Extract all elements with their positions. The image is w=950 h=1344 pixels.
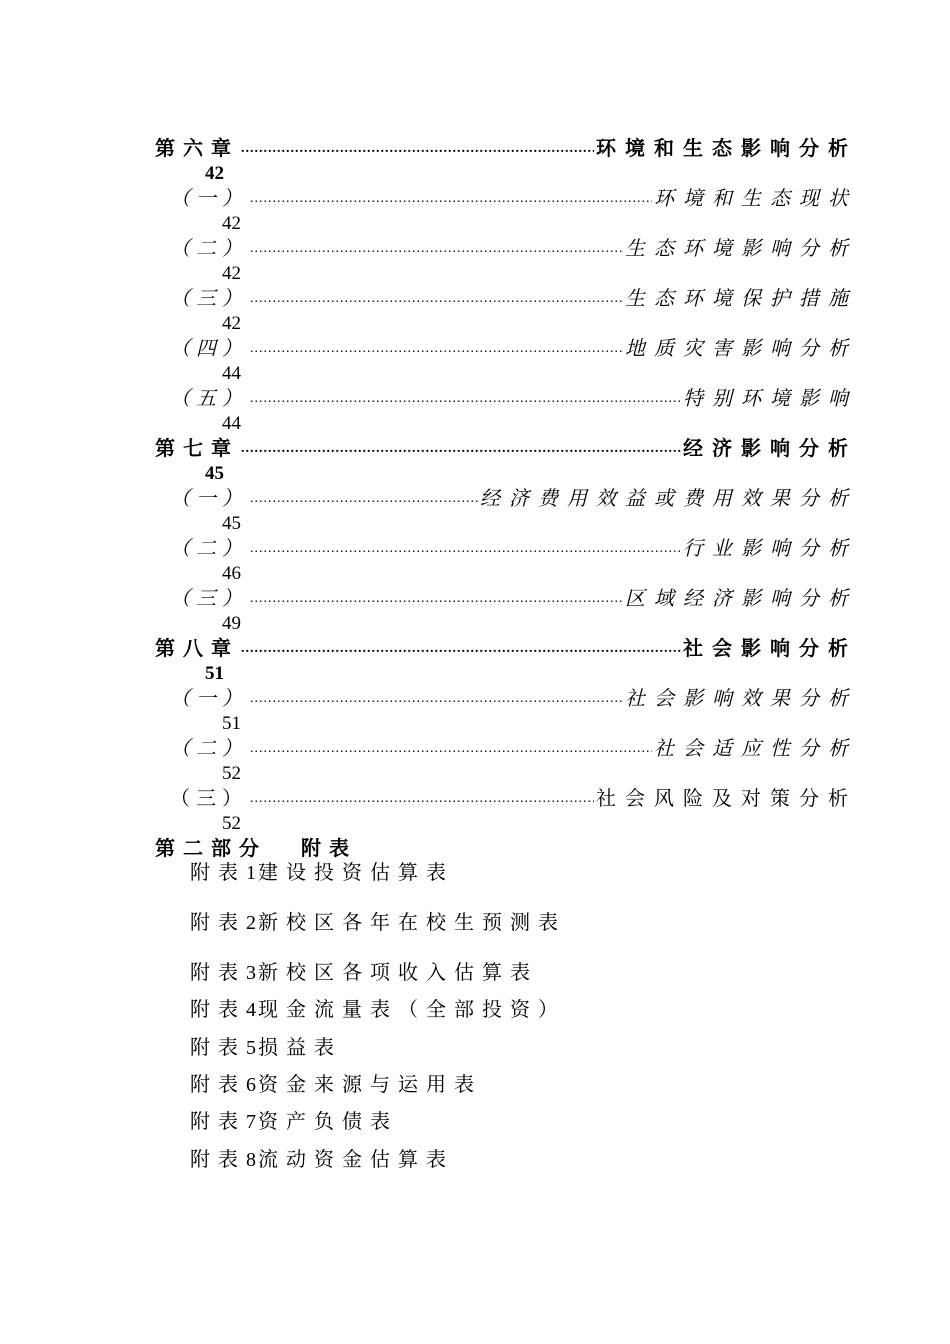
section-label: （三）	[170, 586, 248, 610]
page-number: 42	[222, 313, 241, 334]
section-label: （二）	[170, 536, 248, 560]
leader-dots	[250, 284, 623, 312]
appendix-item[interactable]	[190, 1145, 454, 1174]
section-label: （三）	[170, 786, 248, 810]
appendix-item[interactable]	[190, 995, 566, 1024]
toc-section-6-3[interactable]	[170, 284, 857, 312]
appendix-prefix: 附表	[190, 1109, 246, 1133]
appendix-prefix: 附表	[190, 860, 246, 884]
appendix-number: 5	[246, 1037, 258, 1059]
leader-dots	[250, 484, 478, 512]
section-title: 特别环境影响	[683, 386, 857, 410]
appendix-item[interactable]	[190, 908, 566, 937]
section-label: （二）	[170, 736, 248, 760]
appendix-title: 建设投资估算表	[258, 860, 454, 884]
toc-section-6-5[interactable]	[170, 384, 857, 412]
appendix-title: 新校区各年在校生预测表	[258, 910, 566, 934]
leader-dots	[250, 684, 623, 712]
appendix-number: 3	[246, 962, 258, 984]
appendix-title: 资产负债表	[258, 1109, 398, 1133]
page-number: 45	[205, 463, 224, 484]
section-label: （一）	[170, 186, 248, 210]
appendix-number: 4	[246, 999, 258, 1021]
appendix-title: 资金来源与运用表	[258, 1072, 482, 1096]
appendix-title: 新校区各项收入估算表	[258, 960, 538, 984]
section-title: 地质灾害影响分析	[625, 336, 857, 360]
toc-section-7-3[interactable]	[170, 584, 857, 612]
appendix-number: 6	[246, 1074, 258, 1096]
leader-dots	[250, 584, 623, 612]
page-number: 51	[205, 663, 224, 684]
part-label: 第二部分	[155, 836, 267, 860]
leader-dots	[250, 184, 652, 212]
toc-section-6-2[interactable]	[170, 234, 857, 262]
part-2-heading	[155, 832, 357, 861]
page-number: 44	[222, 363, 241, 384]
leader-dots	[241, 634, 681, 662]
section-title: 经济费用效益或费用效果分析	[480, 486, 857, 510]
toc-chapter-6[interactable]	[155, 134, 857, 162]
page-number: 46	[222, 563, 241, 584]
page-number: 52	[222, 763, 241, 784]
section-label: （五）	[170, 386, 248, 410]
section-title: 环境和生态现状	[654, 186, 857, 210]
appendix-number: 8	[246, 1149, 258, 1171]
chapter-label: 第七章	[155, 436, 239, 460]
section-title: 社会风险及对策分析	[596, 786, 857, 810]
appendix-number: 1	[246, 862, 258, 884]
page-number: 44	[222, 413, 241, 434]
leader-dots	[250, 234, 623, 262]
page-number: 49	[222, 613, 241, 634]
appendix-prefix: 附表	[190, 910, 246, 934]
section-title: 社会适应性分析	[654, 736, 857, 760]
leader-dots	[241, 434, 681, 462]
section-label: （一）	[170, 686, 248, 710]
section-title: 社会影响效果分析	[625, 686, 857, 710]
leader-dots	[250, 784, 594, 812]
chapter-label: 第八章	[155, 636, 239, 660]
appendix-item[interactable]	[190, 1107, 398, 1136]
toc-chapter-8[interactable]	[155, 634, 857, 662]
toc-section-8-3[interactable]	[170, 784, 857, 812]
appendix-prefix: 附表	[190, 1035, 246, 1059]
appendix-item[interactable]	[190, 958, 538, 987]
section-title: 生态环境保护措施	[625, 286, 857, 310]
toc-section-8-1[interactable]	[170, 684, 857, 712]
section-label: （二）	[170, 236, 248, 260]
section-title: 行业影响分析	[683, 536, 857, 560]
page-number: 45	[222, 513, 241, 534]
appendix-prefix: 附表	[190, 960, 246, 984]
page-number: 42	[222, 263, 241, 284]
section-label: （四）	[170, 336, 248, 360]
appendix-number: 2	[246, 912, 258, 934]
chapter-title: 经济影响分析	[683, 436, 857, 460]
page-number: 51	[222, 713, 241, 734]
chapter-title: 社会影响分析	[683, 636, 857, 660]
toc-section-7-2[interactable]	[170, 534, 857, 562]
appendix-title: 损益表	[258, 1035, 342, 1059]
appendix-prefix: 附表	[190, 1072, 246, 1096]
toc-chapter-7[interactable]	[155, 434, 857, 462]
page-number: 42	[222, 213, 241, 234]
leader-dots	[241, 134, 594, 162]
toc-section-8-2[interactable]	[170, 734, 857, 762]
appendix-item[interactable]	[190, 858, 454, 887]
appendix-number: 7	[246, 1111, 258, 1133]
page-number: 42	[205, 163, 224, 184]
section-label: （三）	[170, 286, 248, 310]
chapter-label: 第六章	[155, 136, 239, 160]
leader-dots	[250, 534, 681, 562]
appendix-item[interactable]	[190, 1033, 342, 1062]
leader-dots	[250, 734, 652, 762]
page-number: 52	[222, 813, 241, 834]
section-title: 区域经济影响分析	[625, 586, 857, 610]
appendix-prefix: 附表	[190, 1147, 246, 1171]
section-label: （一）	[170, 486, 248, 510]
leader-dots	[250, 384, 681, 412]
toc-section-7-1[interactable]	[170, 484, 857, 512]
toc-section-6-1[interactable]	[170, 184, 857, 212]
appendix-title: 流动资金估算表	[258, 1147, 454, 1171]
chapter-title: 环境和生态影响分析	[596, 136, 857, 160]
appendix-title: 现金流量表（全部投资）	[258, 997, 566, 1021]
section-title: 生态环境影响分析	[625, 236, 857, 260]
part-title: 附表	[301, 836, 357, 860]
toc-section-6-4[interactable]	[170, 334, 857, 362]
appendix-item[interactable]	[190, 1070, 482, 1099]
leader-dots	[250, 334, 623, 362]
appendix-prefix: 附表	[190, 997, 246, 1021]
